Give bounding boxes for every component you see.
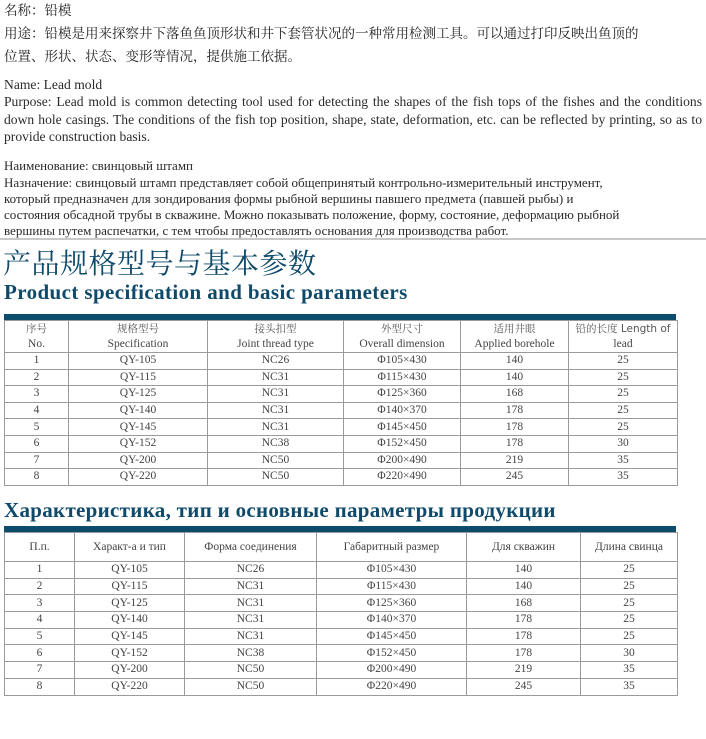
table-row bbox=[5, 386, 678, 403]
table-header-row bbox=[5, 533, 678, 562]
section-divider bbox=[0, 238, 706, 240]
table-cell: QY-115 bbox=[69, 369, 208, 386]
table-cell: Φ105×430 bbox=[317, 562, 467, 579]
header-cell: Длина свинца bbox=[581, 533, 678, 562]
table-row bbox=[5, 469, 678, 486]
table-cell: Φ200×490 bbox=[317, 662, 467, 679]
table-cell: 140 bbox=[461, 353, 569, 370]
table-cell: 8 bbox=[5, 469, 69, 486]
cn-purpose-line-1: 用途：铅模是用来探察井下落鱼鱼顶形状和井下套管状况的一种常用检测工具。可以通过打印反映出鱼顶的 bbox=[4, 26, 639, 42]
section1-title-cn: 产品规格型号与基本参数 bbox=[3, 247, 317, 280]
table2-body bbox=[5, 562, 678, 696]
table-cell: 25 bbox=[569, 402, 678, 419]
table-cell: Φ152×450 bbox=[317, 645, 467, 662]
table-cell: 168 bbox=[461, 386, 569, 403]
spec-table-cn-en bbox=[4, 320, 678, 486]
table-cell: NC31 bbox=[208, 386, 344, 403]
header-cell: Характ-а и тип bbox=[75, 533, 185, 562]
ru-purpose-line-4: вершины путем распечатки, с тем чтобы предоставлять основания для производства работ. bbox=[4, 223, 509, 238]
table-cell: 2 bbox=[5, 578, 75, 595]
table-cell: Φ145×450 bbox=[317, 628, 467, 645]
table-cell: NC31 bbox=[208, 402, 344, 419]
table-cell: NC50 bbox=[208, 469, 344, 486]
table-cell: 25 bbox=[569, 419, 678, 436]
table-cell: 25 bbox=[581, 578, 678, 595]
table-cell: QY-140 bbox=[75, 612, 185, 629]
table-cell: QY-220 bbox=[75, 678, 185, 695]
table-cell: 6 bbox=[5, 645, 75, 662]
header-cell: 铅的长度 Length of lead bbox=[569, 321, 678, 353]
table-cell: 25 bbox=[581, 612, 678, 629]
ru-purpose-line-2: который предназначен для зондирования формы рыбной вершины павшего предмета (павшей рыбы) и bbox=[4, 191, 574, 206]
header-cell: 适用井眼 Applied borehole bbox=[461, 321, 569, 353]
table-cell: QY-220 bbox=[69, 469, 208, 486]
en-name-line: Name: Lead mold bbox=[4, 77, 103, 92]
table-cell: QY-200 bbox=[69, 452, 208, 469]
table-cell: NC31 bbox=[208, 419, 344, 436]
table-row bbox=[5, 452, 678, 469]
table-cell: QY-105 bbox=[69, 353, 208, 370]
table-cell: NC31 bbox=[185, 595, 317, 612]
table-row bbox=[5, 402, 678, 419]
table-row bbox=[5, 678, 678, 695]
table-cell: QY-105 bbox=[75, 562, 185, 579]
table-cell: 35 bbox=[581, 678, 678, 695]
table-cell: 5 bbox=[5, 628, 75, 645]
table-cell: Φ200×490 bbox=[344, 452, 461, 469]
table-cell: 1 bbox=[5, 353, 69, 370]
section2-title-ru: Характеристика, тип и основные параметры продукции bbox=[4, 498, 556, 522]
table-cell: Φ220×490 bbox=[344, 469, 461, 486]
table-cell: 245 bbox=[461, 469, 569, 486]
table-cell: Φ125×360 bbox=[344, 386, 461, 403]
table-row bbox=[5, 435, 678, 452]
table-cell: 3 bbox=[5, 386, 69, 403]
table-cell: QY-145 bbox=[69, 419, 208, 436]
table-cell: 140 bbox=[461, 369, 569, 386]
table-cell: QY-140 bbox=[69, 402, 208, 419]
table-cell: 35 bbox=[581, 662, 678, 679]
table-cell: 6 bbox=[5, 435, 69, 452]
ru-purpose-line-3: состояния обсадной трубы в скважине. Можно показывать положение, форму, состояние, деформацию рыбной bbox=[4, 207, 620, 222]
table-row bbox=[5, 628, 678, 645]
header-cell: Для скважин bbox=[467, 533, 581, 562]
table-cell: 1 bbox=[5, 562, 75, 579]
table-cell: 7 bbox=[5, 452, 69, 469]
table-cell: Φ115×430 bbox=[344, 369, 461, 386]
table-row bbox=[5, 662, 678, 679]
table-cell: NC31 bbox=[185, 612, 317, 629]
table-cell: 178 bbox=[461, 402, 569, 419]
table-cell: 4 bbox=[5, 612, 75, 629]
table-cell: NC50 bbox=[208, 452, 344, 469]
table-cell: 219 bbox=[461, 452, 569, 469]
table-cell: Φ115×430 bbox=[317, 578, 467, 595]
table-cell: QY-152 bbox=[75, 645, 185, 662]
table-cell: Φ145×450 bbox=[344, 419, 461, 436]
table-row bbox=[5, 562, 678, 579]
table-row bbox=[5, 419, 678, 436]
table-cell: Φ105×430 bbox=[344, 353, 461, 370]
en-purpose: Purpose: Lead mold is common detecting tool used for detecting the shapes of the fish tops of the fishes and the conditions down hole casings. The conditions of the fish top position, shape, state, deformation, etc. can be reflected by printing, so as to provide construction basis. bbox=[4, 94, 702, 144]
table1-body bbox=[5, 353, 678, 486]
table-cell: 30 bbox=[581, 645, 678, 662]
table-row bbox=[5, 353, 678, 370]
table-cell: NC31 bbox=[185, 578, 317, 595]
table-cell: QY-152 bbox=[69, 435, 208, 452]
section1-title-en: Product specification and basic parameters bbox=[4, 280, 408, 304]
table-cell: 219 bbox=[467, 662, 581, 679]
table-cell: 25 bbox=[569, 369, 678, 386]
table-cell: 178 bbox=[467, 628, 581, 645]
cn-name-line: 名称：铅模 bbox=[4, 3, 72, 19]
header-cell: 接头扣型 Joint thread type bbox=[208, 321, 344, 353]
ru-purpose-line-1: Назначение: свинцовый штамп представляет собой общепринятый контрольно-измерительный инструмент, bbox=[4, 175, 603, 190]
table-row bbox=[5, 369, 678, 386]
header-cell: П.п. bbox=[5, 533, 75, 562]
table-cell: 2 bbox=[5, 369, 69, 386]
table-cell: 178 bbox=[461, 435, 569, 452]
table-cell: Φ140×370 bbox=[317, 612, 467, 629]
table-cell: Φ140×370 bbox=[344, 402, 461, 419]
table-cell: QY-125 bbox=[75, 595, 185, 612]
table-row bbox=[5, 645, 678, 662]
table-cell: 8 bbox=[5, 678, 75, 695]
table-cell: 25 bbox=[581, 628, 678, 645]
table-cell: 178 bbox=[467, 612, 581, 629]
table-cell: Φ152×450 bbox=[344, 435, 461, 452]
table-cell: 245 bbox=[467, 678, 581, 695]
table-cell: 140 bbox=[467, 578, 581, 595]
table-cell: 35 bbox=[569, 452, 678, 469]
table-cell: QY-200 bbox=[75, 662, 185, 679]
table-cell: 25 bbox=[569, 353, 678, 370]
table-cell: 168 bbox=[467, 595, 581, 612]
spec-table-ru bbox=[4, 532, 678, 696]
table-cell: 25 bbox=[581, 562, 678, 579]
header-cell: 序号 No. bbox=[5, 321, 69, 353]
cn-purpose-line-2: 位置、形状、状态、变形等情况，提供施工依据。 bbox=[4, 49, 301, 65]
table-header-row bbox=[5, 321, 678, 353]
table-cell: 178 bbox=[461, 419, 569, 436]
table-cell: NC26 bbox=[185, 562, 317, 579]
table-cell: 30 bbox=[569, 435, 678, 452]
table-row bbox=[5, 595, 678, 612]
header-cell: 外型尺寸 Overall dimension bbox=[344, 321, 461, 353]
header-cell: Форма соединения bbox=[185, 533, 317, 562]
table-cell: NC50 bbox=[185, 662, 317, 679]
header-cell: 规格型号 Specification bbox=[69, 321, 208, 353]
table-cell: NC31 bbox=[208, 369, 344, 386]
table-row bbox=[5, 578, 678, 595]
table-cell: NC31 bbox=[185, 628, 317, 645]
table-cell: 4 bbox=[5, 402, 69, 419]
table-cell: 5 bbox=[5, 419, 69, 436]
table-cell: QY-115 bbox=[75, 578, 185, 595]
table-cell: 3 bbox=[5, 595, 75, 612]
table-cell: NC26 bbox=[208, 353, 344, 370]
table-cell: Φ125×360 bbox=[317, 595, 467, 612]
table-cell: 25 bbox=[569, 386, 678, 403]
table-cell: 140 bbox=[467, 562, 581, 579]
table-cell: QY-145 bbox=[75, 628, 185, 645]
table-cell: QY-125 bbox=[69, 386, 208, 403]
table-cell: 25 bbox=[581, 595, 678, 612]
table-cell: NC50 bbox=[185, 678, 317, 695]
table-cell: NC38 bbox=[185, 645, 317, 662]
table-cell: NC38 bbox=[208, 435, 344, 452]
ru-name-line: Наименование: свинцовый штамп bbox=[4, 158, 194, 173]
table-row bbox=[5, 612, 678, 629]
table-cell: 7 bbox=[5, 662, 75, 679]
header-cell: Габаритный размер bbox=[317, 533, 467, 562]
table-cell: 35 bbox=[569, 469, 678, 486]
table-cell: 178 bbox=[467, 645, 581, 662]
table-cell: Φ220×490 bbox=[317, 678, 467, 695]
